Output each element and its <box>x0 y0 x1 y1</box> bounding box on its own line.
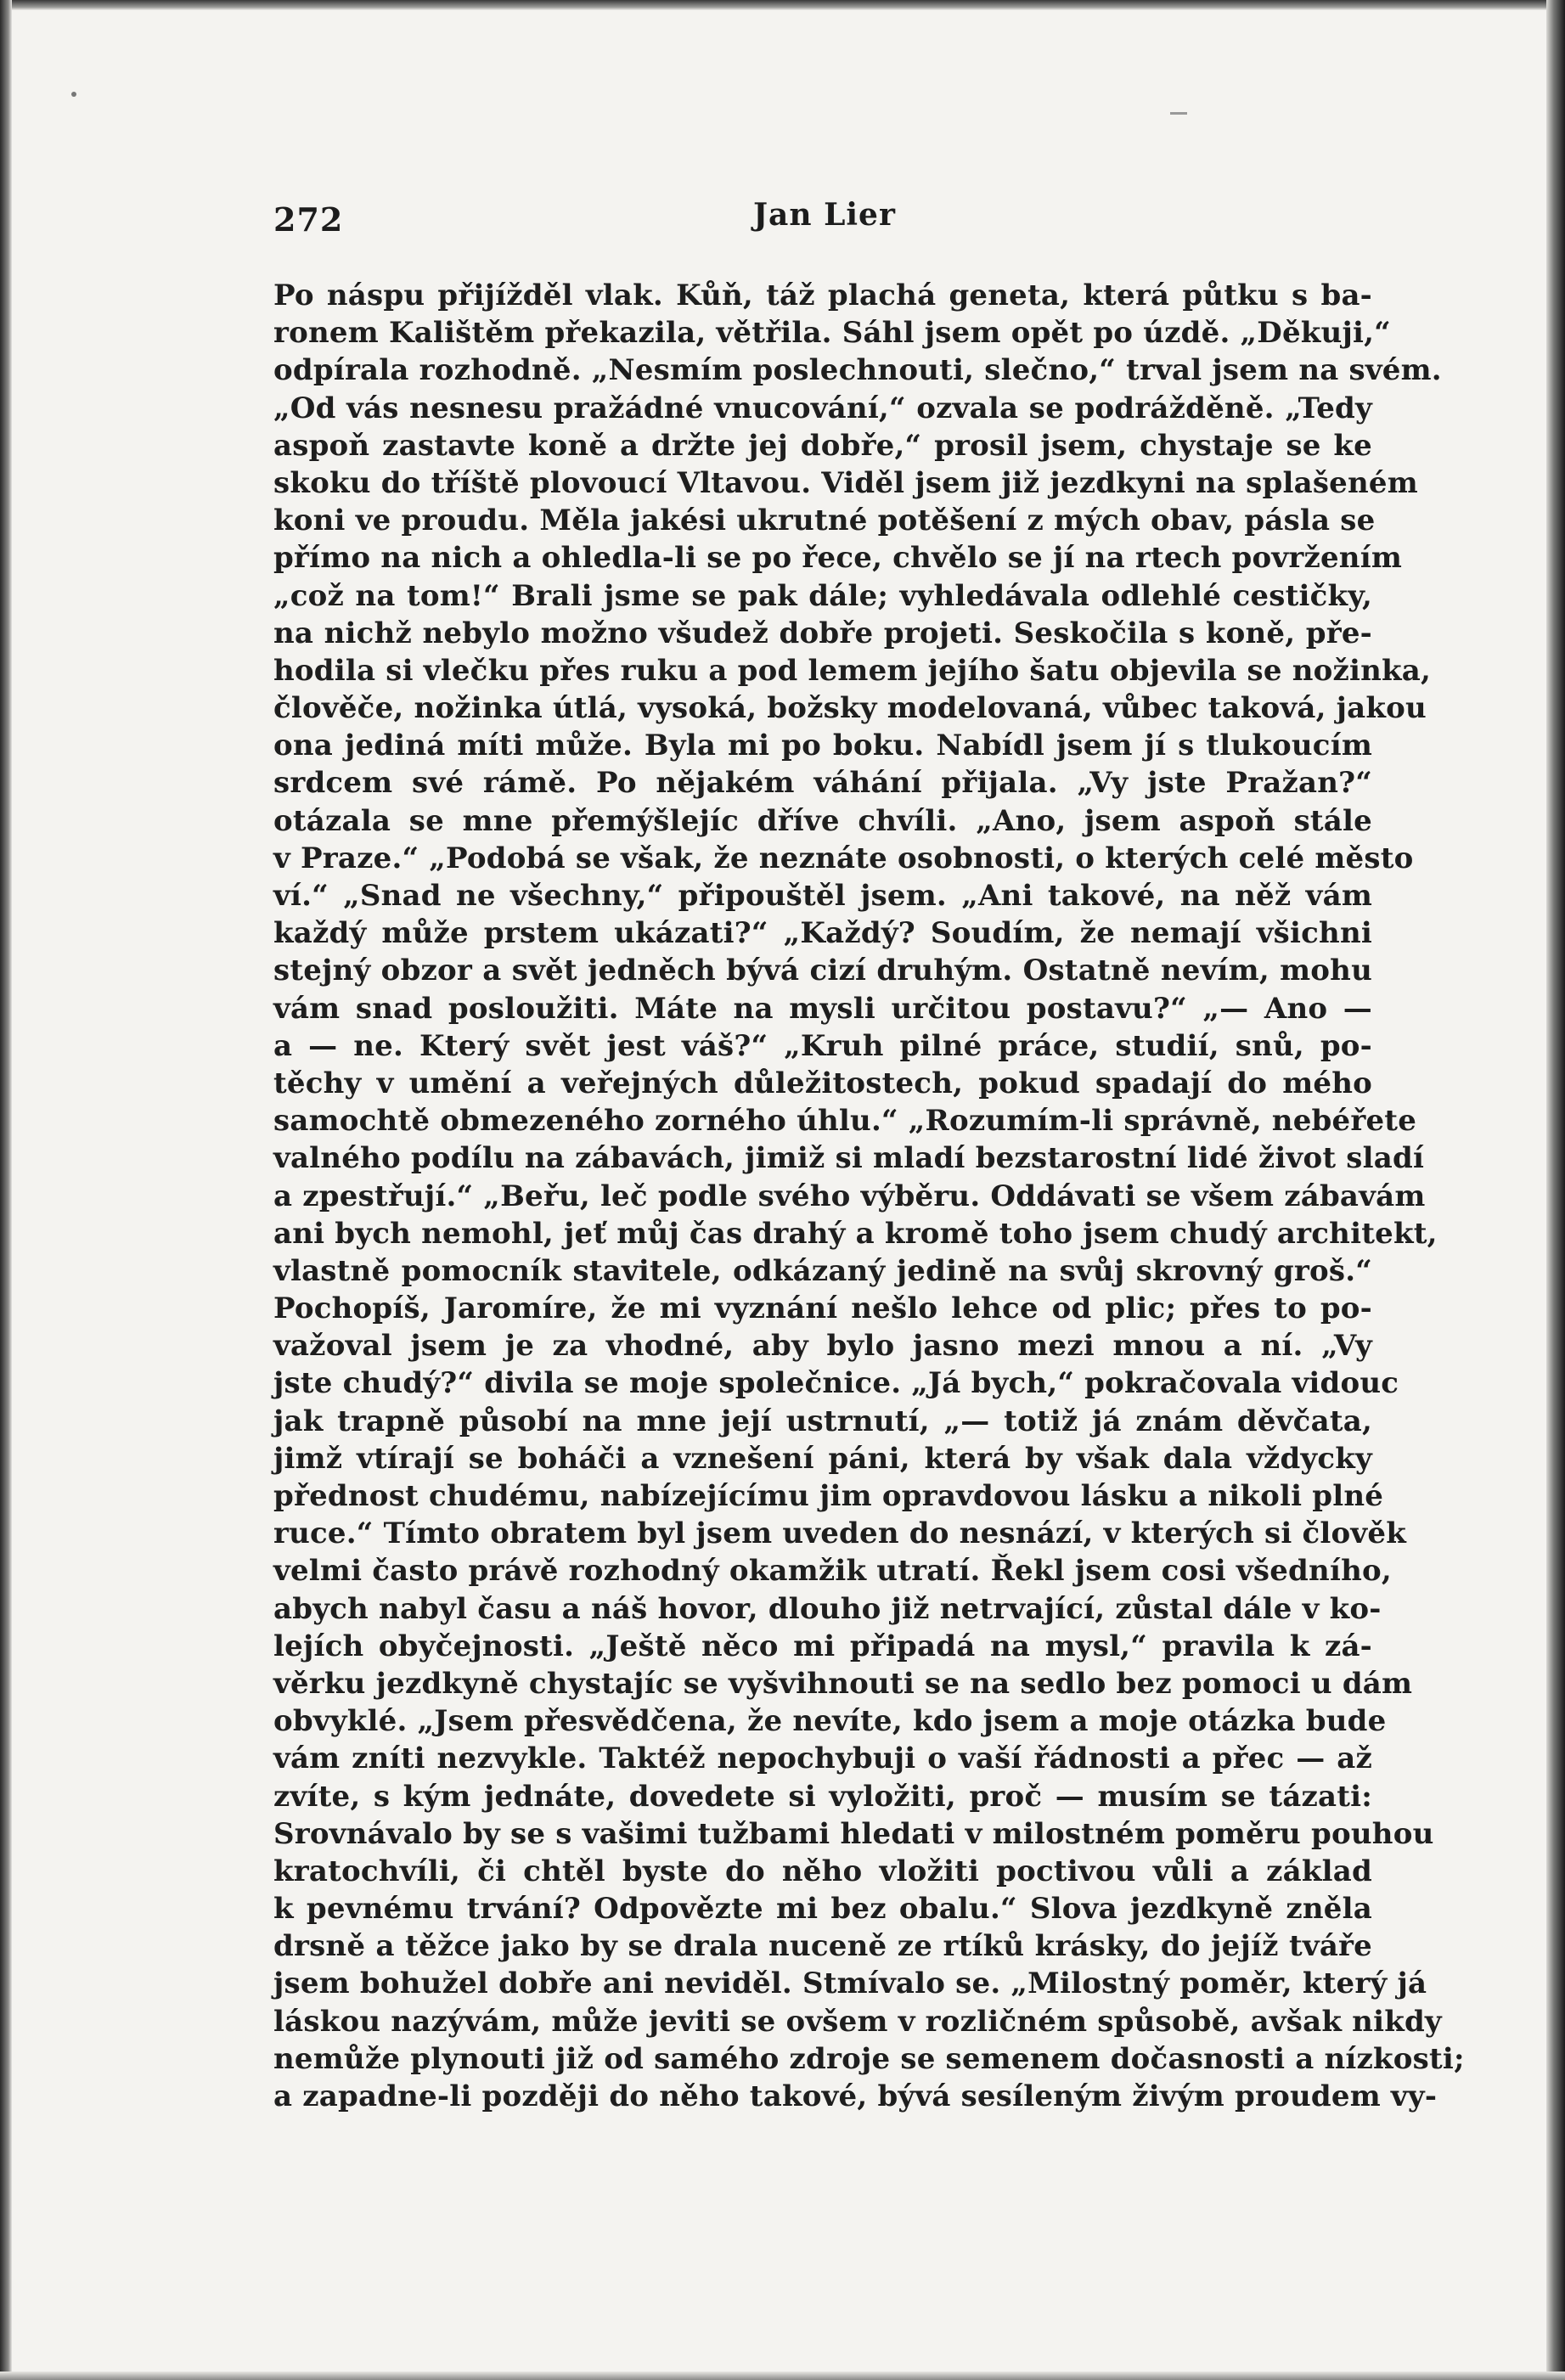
text-line: vám zníti nezvykle. Taktéž nepochybuji o vaší řádnosti a přec — až <box>273 1741 1372 1776</box>
text-line: věrku jezdkyně chystajíc se vyšvihnouti se na sedlo bez pomoci u dám <box>273 1666 1413 1701</box>
text-line: ona jediná míti může. Byla mi po boku. Nabídl jsem jí s tlukoucím <box>273 729 1372 763</box>
text-line: v Praze.“ „Podobá se však, že neznáte osobnosti, o kterých celé město <box>273 841 1414 875</box>
text-line: otázala se mne přemýšlejíc dříve chvíli. „Ano, jsem aspoň stále <box>273 803 1372 838</box>
text-line: Pochopíš, Jaromíre, že mi vyznání nešlo lehce od plic; přes to po- <box>273 1291 1372 1326</box>
text-line: ani bych nemohl, jeť můj čas drahý a kromě toho jsem chudý architekt, <box>273 1216 1438 1251</box>
text-line: Po náspu přijížděl vlak. Kůň, táž plachá geneta, která půtku s ba- <box>273 279 1372 312</box>
text-line: ví.“ „Snad ne všechny,“ připouštěl jsem. „Ani takové, na něž vám <box>273 879 1372 913</box>
text-line: stejný obzor a svět jedněch bývá cizí druhým. Ostatně nevím, mohu <box>273 954 1372 988</box>
text-line: a zpestřují.“ „Beřu, leč podle svého výběru. Oddávati se všem zábavám <box>273 1179 1426 1213</box>
page-edge-left <box>0 0 12 2380</box>
text-line: přednost chudému, nabízejícímu jim opravdovou lásku a nikoli plné <box>273 1479 1384 1513</box>
text-line: abych nabyl času a náš hovor, dlouho již netrvající, zůstal dále v ko- <box>273 1591 1382 1626</box>
page-edge-right <box>1546 0 1565 2380</box>
text-line: hodila si vlečku přes ruku a pod lemem jejího šatu objevila se nožinka, <box>273 653 1432 688</box>
text-line: člověče, nožinka útlá, vysoká, božsky modelovaná, vůbec taková, jakou <box>273 691 1427 726</box>
text-line: aspoň zastavte koně a držte jej dobře,“ prosil jsem, chystaje se ke <box>273 428 1372 463</box>
running-title: Jan Lier <box>753 197 896 233</box>
running-head <box>273 194 1377 245</box>
scan-speck <box>71 92 76 97</box>
text-line: važoval jsem je za vhodné, aby bylo jasno mezi mnou a ní. „Vy <box>273 1329 1372 1364</box>
text-line: ronem Kalištěm překazila, větřila. Sáhl jsem opět po úzdě. „Děkuji,“ <box>273 316 1391 351</box>
text-line: láskou nazývám, může jeviti se ovšem v rozličném spůsobě, avšak nikdy <box>273 2004 1442 2039</box>
text-line: jak trapně působí na mne její ustrnutí, „— totiž já znám děvčata, <box>273 1404 1372 1438</box>
text-line: velmi často právě rozhodný okamžik utratí. Řekl jsem cosi všedního, <box>273 1554 1392 1589</box>
text-line: zvíte, s kým jednáte, dovedete si vyložiti, proč — musím se tázati: <box>273 1779 1372 1814</box>
page-edge-bottom <box>0 2372 1565 2380</box>
page-edge-top <box>0 0 1565 10</box>
text-line: kratochvíli, či chtěl byste do něho vložiti poctivou vůli a základ <box>273 1854 1372 1888</box>
text-line: lejích obyčejnosti. „Ještě něco mi připadá na mysl,“ pravila k zá- <box>273 1629 1372 1663</box>
scan-speck <box>1170 112 1187 115</box>
page-number: 272 <box>273 200 344 239</box>
text-line: každý může prstem ukázati?“ „Každý? Soudím, že nemají všichni <box>273 916 1372 951</box>
text-line: nemůže plynouti již od samého zdroje se semenem dočasnosti a nízkosti; <box>273 2041 1465 2076</box>
text-line: vlastně pomocník stavitele, odkázaný jedině na svůj skrovný groš.“ <box>273 1253 1372 1288</box>
text-line: těchy v umění a veřejných důležitostech, pokud spadají do mého <box>273 1066 1372 1100</box>
text-line: valného podílu na zábavách, jimiž si mladí bezstarostní lidé život sladí <box>273 1141 1425 1176</box>
text-line: jsem bohužel dobře ani neviděl. Stmívalo se. „Milostný poměr, který já <box>273 1966 1427 2001</box>
text-line: k pevnému trvání? Odpovězte mi bez obalu.“ Slova jezdkyně zněla <box>273 1892 1372 1927</box>
text-line: na nichž nebylo možno všudež dobře projeti. Seskočila s koně, pře- <box>273 616 1372 650</box>
text-line: srdcem své rámě. Po nějakém váhání přijala. „Vy jste Pražan?“ <box>273 766 1372 801</box>
text-line: jste chudý?“ divila se moje společnice. „Já bych,“ pokračovala vidouc <box>273 1366 1399 1401</box>
text-line: obvyklé. „Jsem přesvědčena, že nevíte, kdo jsem a moje otázka bude <box>273 1704 1387 1739</box>
text-line: přímo na nich a ohledla-li se po řece, chvělo se jí na rtech povržením <box>273 541 1403 576</box>
text-line: drsně a těžce jako by se drala nuceně ze rtíků krásky, do jejíž tváře <box>273 1929 1372 1964</box>
text-line: vám snad posloužiti. Máte na mysli určitou postavu?“ „— Ano — <box>273 991 1372 1026</box>
text-line: „Od vás nesnesu pražádné vnucování,“ ozvala se podrážděně. „Tedy <box>273 391 1372 425</box>
text-line: skoku do tříště plovoucí Vltavou. Viděl jsem již jezdkyni na splašeném <box>273 465 1418 500</box>
text-line: a — ne. Který svět jest váš?“ „Kruh pilné práce, studií, snů, po- <box>273 1028 1372 1063</box>
text-line: „což na tom!“ Brali jsme se pak dále; vyhledávala odlehlé cestičky, <box>273 578 1372 613</box>
text-line: odpírala rozhodně. „Nesmím poslechnouti, slečno,“ trval jsem na svém. <box>273 353 1442 388</box>
text-line: jimž vtírají se boháči a vznešení páni, která by však dala vždycky <box>273 1441 1372 1476</box>
body-text <box>273 277 1465 2115</box>
text-line: koni ve proudu. Měla jakési ukrutné potěšení z mých obav, pásla se <box>273 504 1376 538</box>
text-line: ruce.“ Tímto obratem byl jsem uveden do nesnází, v kterých si člověk <box>273 1516 1406 1551</box>
text-line: samochtě obmezeného zorného úhlu.“ „Rozumím-li správně, nebéřete <box>273 1104 1417 1139</box>
text-line: a zapadne-li později do něho takové, bývá sesíleným živým proudem vy- <box>273 2079 1438 2113</box>
text-line: Srovnávalo by se s vašimi tužbami hledati v milostném poměru pouhou <box>273 1816 1434 1851</box>
